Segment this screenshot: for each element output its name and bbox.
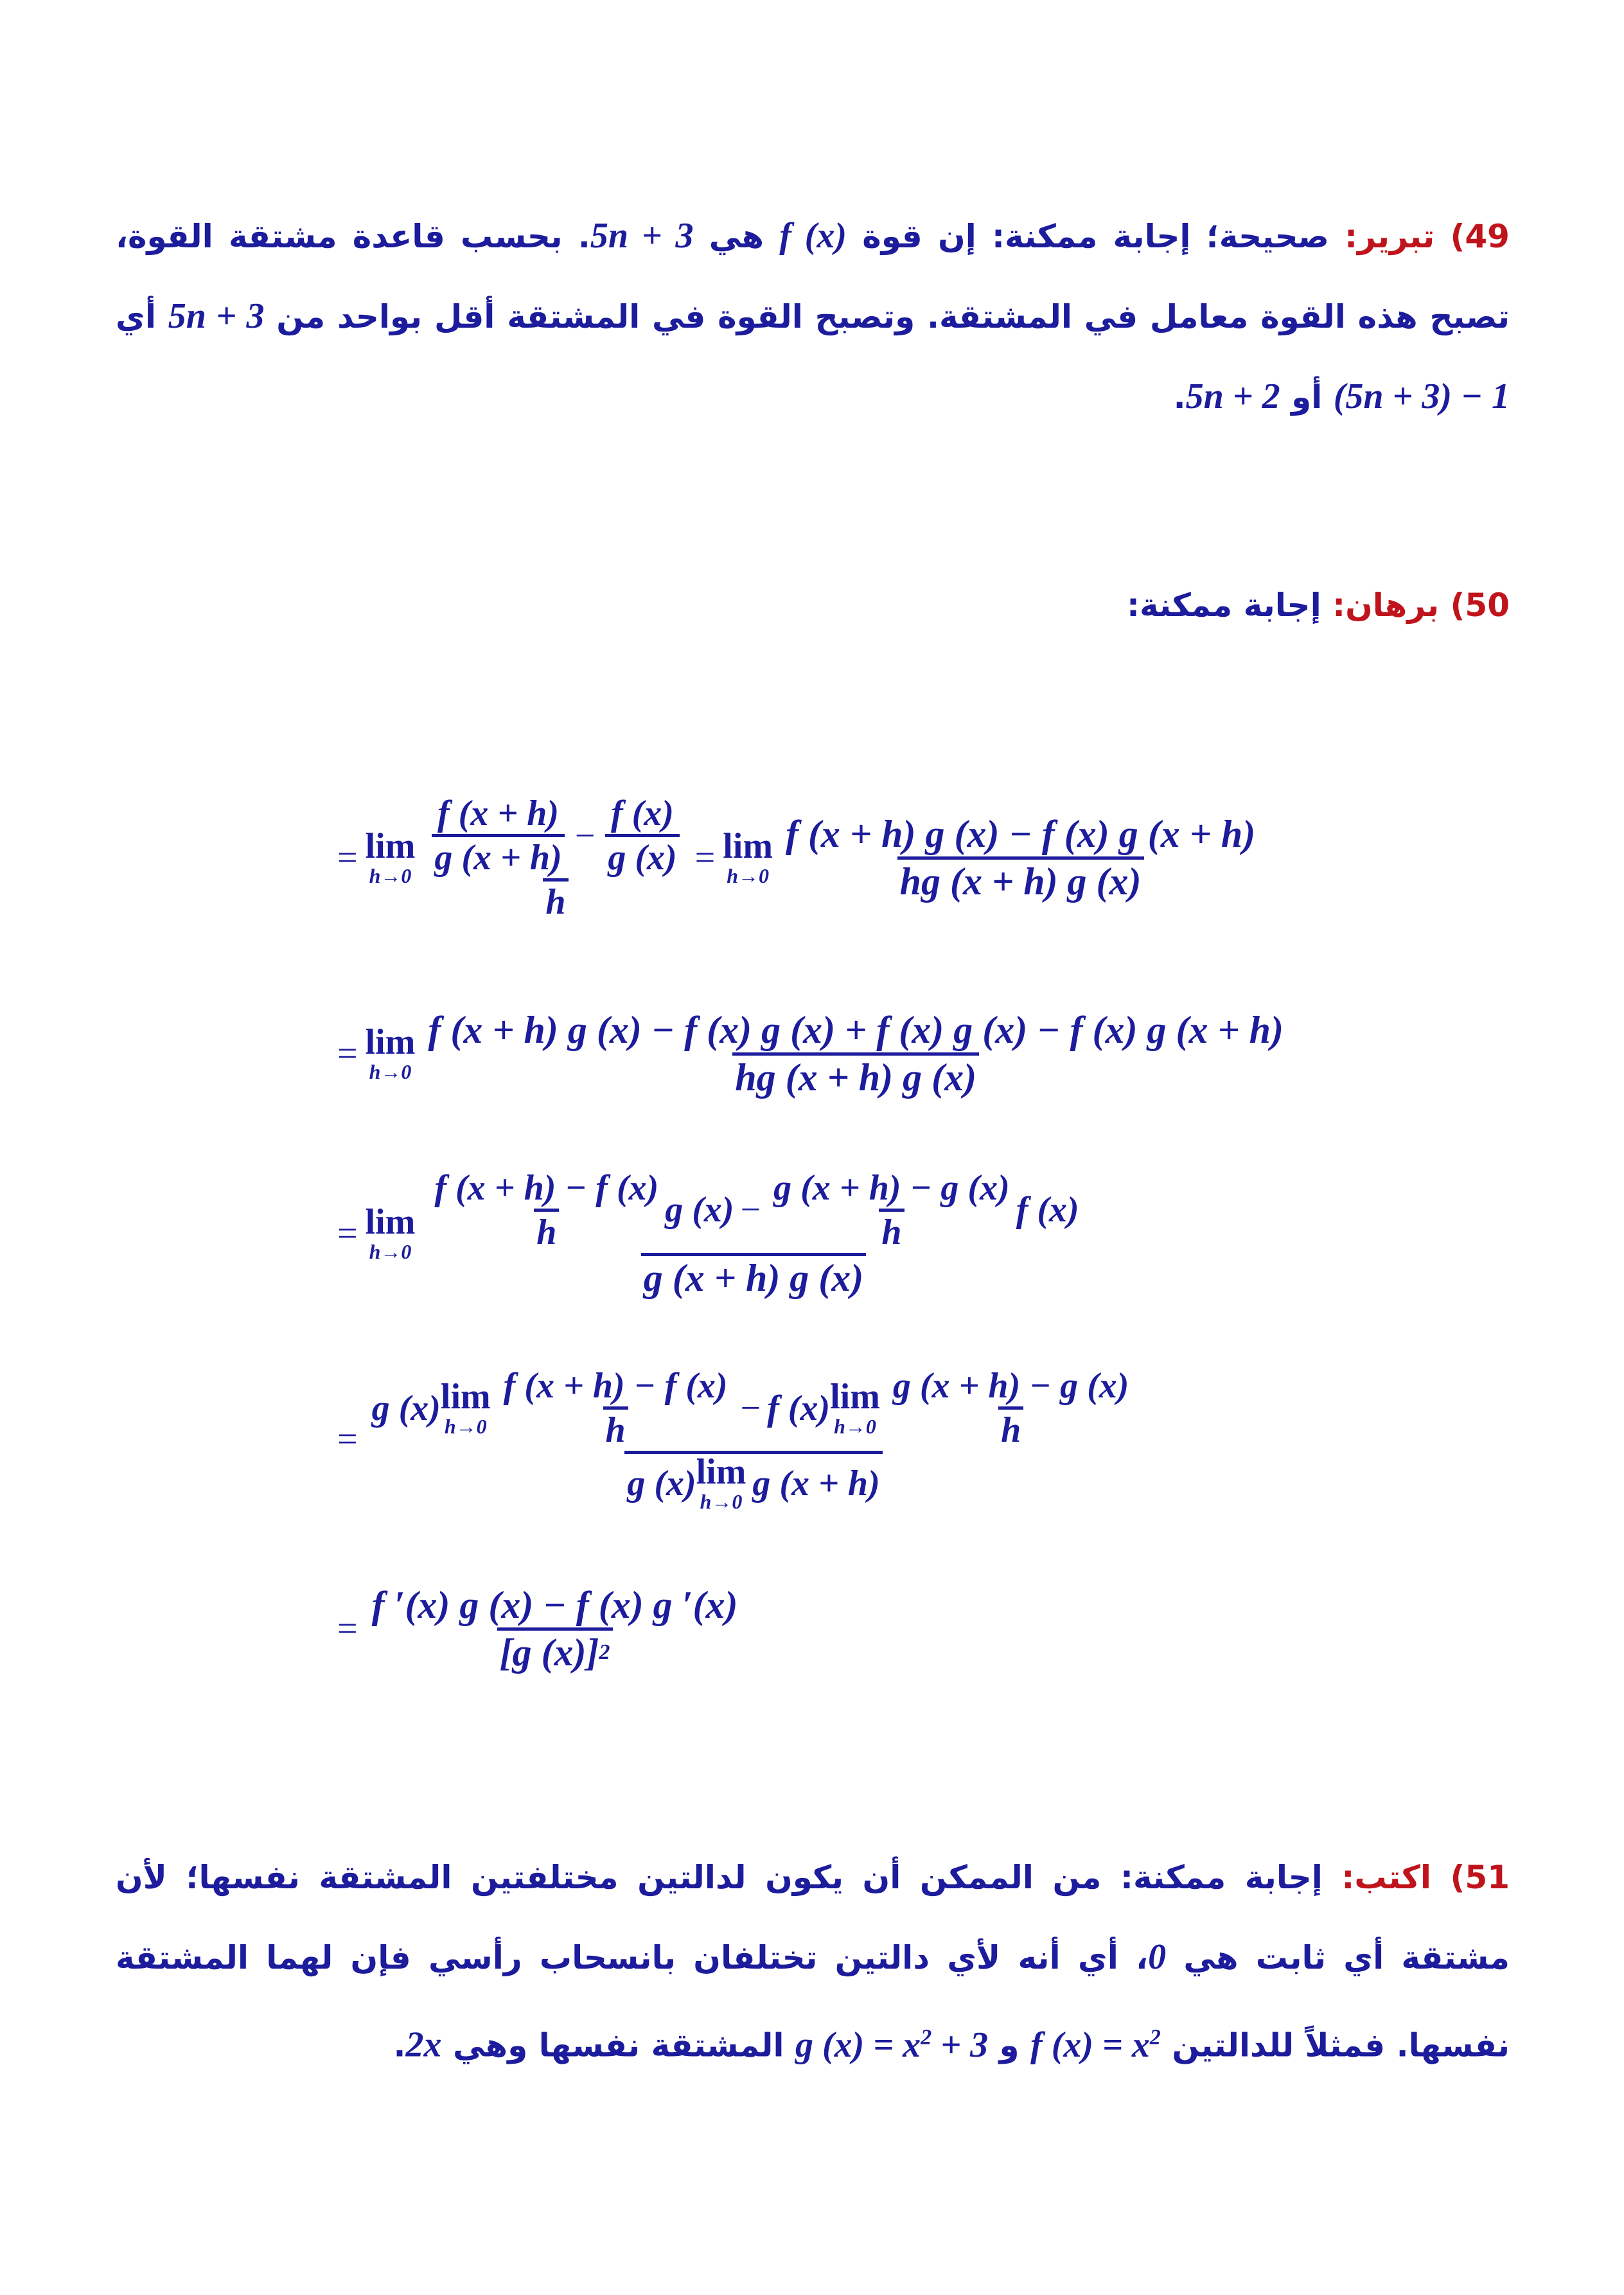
fraction: [501, 1365, 730, 1451]
math-text: f (x) = x: [1030, 2025, 1150, 2065]
limit: [366, 1204, 416, 1263]
limit-subscript: h→0: [369, 864, 412, 887]
denominator: [624, 1451, 882, 1513]
limit: [696, 1454, 746, 1513]
proof-step-4: [337, 1356, 1142, 1523]
minus-sign: −: [740, 1388, 761, 1428]
factor-gx: g (x): [371, 1388, 441, 1428]
factor-gx: g (x): [665, 1190, 734, 1230]
question-51: [116, 1838, 1510, 2086]
question-label: تبرير:: [1345, 218, 1435, 255]
limit-label: lim: [723, 826, 773, 866]
limit-label: lim: [365, 1022, 416, 1062]
math-power: 5n + 3: [590, 216, 694, 256]
question-label: برهان:: [1332, 587, 1440, 624]
fraction: [369, 1583, 741, 1675]
numerator: [425, 1167, 1081, 1253]
denominator: h: [534, 1209, 559, 1253]
proof-step-5: [337, 1555, 745, 1703]
limit: [366, 1024, 416, 1083]
equals-sign: =: [337, 1034, 358, 1074]
math-fx: f (x): [779, 216, 847, 256]
denominator: g (x + h): [432, 834, 564, 878]
fraction: [605, 793, 679, 878]
numerator: f (x + h) g (x) − f (x) g (x + h): [785, 812, 1256, 855]
denominator: g (x): [605, 834, 679, 878]
numerator: f (x + h) g (x) − f (x) g (x) + f (x) g (x) − f (x) g (x + h): [428, 1008, 1284, 1051]
math-text: + 3: [940, 2025, 989, 2065]
denominator: h: [879, 1209, 904, 1253]
limit-subscript: h→0: [727, 864, 769, 887]
answer-text: إجابة ممكنة:: [1126, 587, 1321, 624]
proof-step-2: [337, 989, 1290, 1118]
limit: [440, 1376, 491, 1438]
math-zero: 0: [1148, 1937, 1167, 1977]
equals-sign: =: [694, 838, 716, 878]
period: .: [1173, 378, 1186, 416]
math-derivative: 2x: [405, 2025, 442, 2065]
numerator: f (x + h) − f (x): [434, 1167, 659, 1208]
numerator: f (x): [610, 793, 674, 833]
numerator: f ′(x) g (x) − f (x) g ′(x): [371, 1583, 738, 1626]
exponent: 2: [1149, 2025, 1161, 2049]
fraction: [425, 793, 685, 923]
answer-text: أي: [116, 298, 156, 335]
answer-text: إجابة ممكنة: من الممكن أن يكون لدالتين مختلفتين المشتقة نفسها؛ لأن مشتقة أي ثابت هي: [116, 1859, 1510, 1976]
fraction: [425, 1008, 1286, 1100]
limit-label: lim: [830, 1376, 880, 1417]
factor-fx: f (x): [1016, 1190, 1079, 1230]
exponent: 2: [599, 1640, 610, 1664]
math-text: g (x) = x: [795, 2025, 921, 2065]
limit: [366, 828, 416, 887]
question-label: اكتب:: [1341, 1859, 1431, 1896]
exponent: 2: [921, 2025, 932, 2049]
fraction: [771, 1167, 1012, 1253]
limit-subscript: h→0: [834, 1414, 876, 1438]
numerator: g (x + h) − g (x): [892, 1366, 1129, 1406]
fraction: [369, 1365, 1138, 1513]
numerator: [425, 793, 685, 878]
limit: [830, 1376, 880, 1438]
math-g-definition: [795, 2025, 988, 2065]
question-49: [116, 196, 1510, 437]
denominator: h: [543, 878, 568, 923]
equals-sign: =: [337, 1609, 358, 1649]
limit-subscript: h→0: [700, 1490, 743, 1513]
limit-subscript: h→0: [369, 1060, 412, 1083]
quotient-rule-proof: [337, 765, 1558, 1741]
math-power: 5n + 3: [168, 296, 265, 336]
numerator: f (x + h): [437, 793, 560, 833]
equals-sign: =: [337, 1214, 358, 1254]
factor-fx: f (x): [767, 1388, 831, 1428]
equals-sign: =: [337, 838, 358, 878]
fraction: [783, 812, 1258, 904]
answer-text: هي: [709, 218, 764, 255]
answer-text: أو: [1291, 378, 1323, 416]
answer-text: ، أي أنه لأي دالتين تختلفان بانسحاب رأسي فإن لهما المشتقة نفسها. فمثلاً للدالتين: [116, 1939, 1510, 2064]
fraction: [890, 1365, 1132, 1451]
limit-subscript: h→0: [444, 1414, 487, 1438]
question-number: 49): [1450, 218, 1510, 255]
math-result: 5n + 2: [1185, 377, 1280, 416]
question-50: [116, 565, 1510, 645]
denominator: g (x + h) g (x): [641, 1253, 866, 1300]
limit-subscript: h→0: [369, 1240, 412, 1263]
denominator: hg (x + h) g (x): [732, 1052, 979, 1100]
limit: [723, 828, 773, 887]
denominator: [497, 1627, 613, 1675]
question-number: 50): [1450, 587, 1510, 624]
denominator: h: [603, 1406, 628, 1451]
answer-text: صحيحة؛ إجابة ممكنة: إن قوة: [862, 218, 1329, 255]
factor-gxh: g (x + h): [752, 1464, 880, 1503]
math-f-definition: [1030, 2025, 1161, 2065]
limit-label: lim: [365, 826, 416, 866]
period: .: [393, 2026, 406, 2064]
proof-step-1: [337, 765, 1262, 951]
minus-sign: −: [574, 815, 596, 856]
limit-label: lim: [440, 1376, 491, 1417]
answer-text: و: [999, 2026, 1019, 2064]
fraction: [432, 1167, 661, 1253]
minus-sign: −: [740, 1190, 761, 1230]
numerator: g (x + h) − g (x): [773, 1167, 1010, 1208]
question-number: 51): [1450, 1859, 1510, 1896]
numerator: f (x + h) − f (x): [503, 1366, 728, 1406]
numerator: [369, 1365, 1138, 1451]
denominator: hg (x + h) g (x): [897, 856, 1144, 904]
denominator: h: [998, 1406, 1023, 1451]
proof-step-3: [337, 1150, 1086, 1317]
squared-term: [g (x)]: [499, 1631, 599, 1674]
answer-text: . بحسب قاعدة مشتقة القوة، تصبح هذه القوة معامل في المشتقة. وتصبح القوة في المشتقة أقل بواحد من: [116, 218, 1510, 335]
answer-text: المشتقة نفسها وهي: [452, 2026, 784, 2064]
math-expression: (5n + 3) − 1: [1333, 377, 1510, 416]
limit-label: lim: [365, 1202, 416, 1242]
fraction: [425, 1167, 1081, 1300]
fraction: [432, 793, 564, 878]
factor-gx: g (x): [627, 1464, 696, 1503]
equals-sign: =: [337, 1419, 358, 1459]
limit-label: lim: [696, 1452, 746, 1492]
